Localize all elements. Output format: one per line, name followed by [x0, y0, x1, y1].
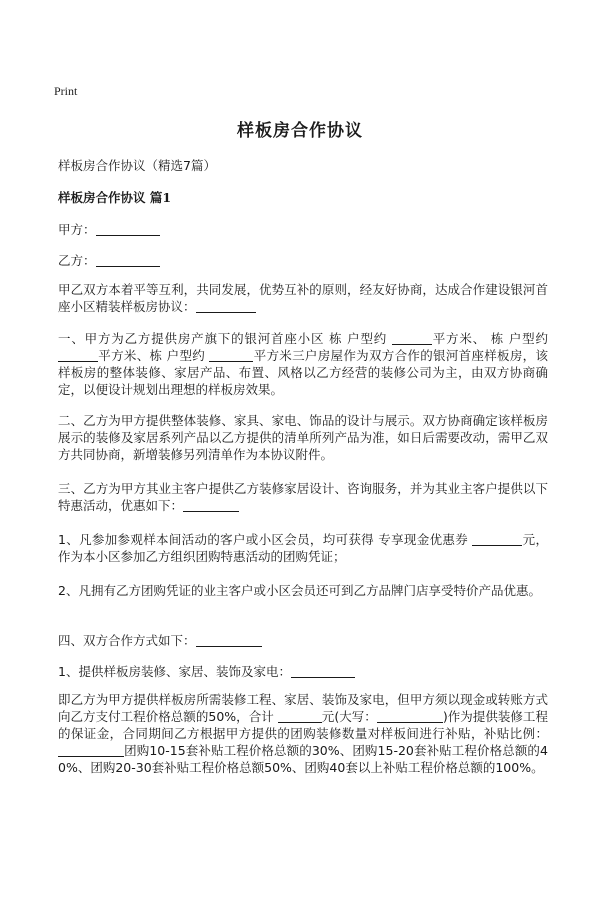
offer-1-text-a: 1、凡参加参观样本间活动的客户或小区会员，均可获得 专享现金优惠券 — [58, 532, 473, 547]
party-b-line — [58, 251, 160, 269]
clause-1-text-a: 一、甲方为乙方提供房产旗下的银河首座小区 栋 户型约 — [58, 331, 392, 346]
item-1-text: 1、提供样板房装修、家居、装饰及家电： — [58, 664, 291, 679]
paragraph-clause-2: 二、乙方为甲方提供整体装修、家具、家电、饰品的设计与展示。双方协商确定该样板房展示的装修及家居系列产品以乙方提供的清单所列产品为准，如日后需要改动，需甲乙双方共同协商，新增装修另列清单作为本协议附件。 — [58, 413, 548, 462]
print-label: Print — [54, 84, 78, 98]
area-blank-2 — [58, 348, 98, 362]
paragraph-clause-3 — [58, 480, 548, 514]
paragraph-intro-text: 甲乙双方本着平等互利，共同发展，优势互补的原则，经友好协商，达成合作建设银河首座小区精装样板房协议： — [58, 282, 548, 314]
item-1-blank — [291, 664, 355, 678]
section-heading: 样板房合作协议 篇1 — [58, 190, 172, 205]
paragraph-offer-2: 2、凡拥有乙方团购凭证的业主客户或小区会员还可到乙方品牌门店享受特价产品优惠。 — [58, 583, 541, 598]
area-blank-3 — [209, 348, 253, 362]
total-amount-blank — [278, 709, 322, 723]
clause-3-blank — [183, 498, 239, 512]
payment-text-c: )作为提供装修工程的保证金，合同期间乙方根据甲方提供的团购装修数量对样板间进行补贴，补贴比例： — [58, 709, 548, 741]
payment-text-a: 即乙方为甲方提供样板房所需装修工程、家居、装饰及家电，但甲方须以现金或转账方式向乙方支付工程价格总额的50%，合计 — [58, 692, 548, 724]
cooperation-method-line — [58, 631, 262, 649]
party-b-blank — [96, 253, 160, 267]
subsidy-ratio-blank — [58, 743, 124, 757]
cooperation-method-blank — [196, 633, 262, 647]
cooperation-method-text: 四、双方合作方式如下： — [58, 633, 196, 648]
clause-1-text-d: 平方米三户房屋作为双方合作的银河首座样板房，该样板房的整体装修、家居产品、布置、风格以乙方经营的装修公司为主，由双方协商确定，以便设计规划出理想的样板房效果。 — [58, 348, 548, 397]
payment-text-b: 元(大写： — [321, 709, 377, 724]
coupon-amount-blank — [472, 532, 522, 546]
document-title: 样板房合作协议 — [237, 121, 363, 141]
party-a-label: 甲方： — [58, 222, 96, 237]
offer-1-text-b: 元，作为本小区参加乙方组织团购特惠活动的团购凭证； — [58, 532, 548, 564]
paragraph-clause-1 — [58, 330, 548, 398]
amount-in-words-blank — [377, 709, 443, 723]
intro-blank — [196, 299, 256, 313]
area-blank-1 — [392, 331, 432, 345]
clause-1-text-c: 平方米、栋 户型约 — [98, 348, 210, 363]
clause-1-text-b: 平方米、 栋 户型约 — [431, 331, 548, 346]
paragraph-intro — [58, 281, 548, 315]
item-1-line — [58, 662, 355, 680]
document-subtitle: 样板房合作协议（精选7篇） — [58, 158, 216, 173]
party-b-label: 乙方： — [58, 253, 96, 268]
clause-3-text: 三、乙方为甲方其业主客户提供乙方装修家居设计、咨询服务，并为其业主客户提供以下特惠活动，优惠如下： — [58, 481, 548, 513]
payment-text-d: 团购10-15套补贴工程价格总额的30%、团购15-20套补贴工程价格总额的40%、团购20-30套补贴工程价格总额50%、团购40套以上补贴工程价格总额的100%。 — [58, 743, 548, 775]
party-a-blank — [96, 222, 160, 236]
paragraph-offer-1 — [58, 531, 548, 565]
paragraph-payment — [58, 691, 548, 776]
party-a-line — [58, 220, 160, 238]
